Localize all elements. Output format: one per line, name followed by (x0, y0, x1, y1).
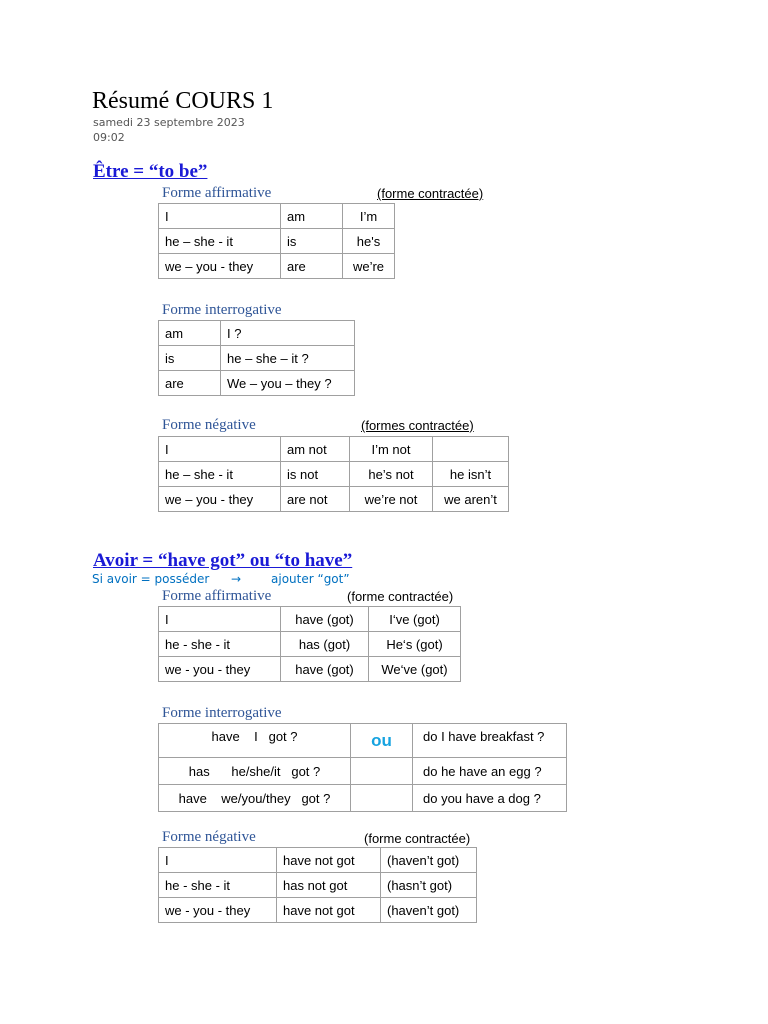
table-cell: has not got (277, 873, 381, 898)
table-cell: he's (343, 229, 395, 254)
table-cell: he’s not (350, 462, 433, 487)
table-row (159, 848, 477, 873)
table-row (159, 898, 477, 923)
section-heading-etre: Être = “to be” (93, 161, 208, 182)
etre-negative-table (158, 436, 509, 512)
table-row (159, 346, 355, 371)
table-row (159, 371, 355, 396)
arrow-right-icon: → (231, 572, 242, 586)
table-cell: we aren’t (433, 487, 509, 512)
table-row (159, 254, 395, 279)
table-cell: do I have breakfast ? (413, 724, 567, 758)
table-cell: we – you - they (159, 254, 281, 279)
avoir-affirmative-label: Forme affirmative (162, 588, 272, 604)
avoir-negative-note: (forme contractée) (364, 831, 471, 846)
table-cell: I (159, 204, 281, 229)
ou-label: ou (351, 724, 413, 758)
avoir-affirmative-note: (forme contractée) (347, 589, 454, 604)
table-cell: We‘ve (got) (369, 657, 461, 682)
table-cell: do you have a dog ? (413, 785, 567, 812)
table-row (159, 657, 461, 682)
table-cell: I ? (221, 321, 355, 346)
table-cell: we’re (343, 254, 395, 279)
table-cell: are (281, 254, 343, 279)
table-cell: I (159, 848, 277, 873)
table-cell: are not (281, 487, 350, 512)
table-row (159, 758, 567, 785)
table-cell: am not (281, 437, 350, 462)
table-row (159, 724, 567, 758)
table-cell: we’re not (350, 487, 433, 512)
avoir-affirmative-table (158, 606, 461, 682)
avoir-interrogative-table (158, 723, 567, 812)
etre-interrogative-label: Forme interrogative (162, 302, 282, 318)
table-cell: have not got (277, 848, 381, 873)
etre-affirmative-table (158, 203, 395, 279)
etre-affirmative-label: Forme affirmative (162, 185, 272, 201)
table-cell: have (got) (281, 607, 369, 632)
avoir-negative-label: Forme négative (162, 829, 256, 845)
table-cell: he – she - it (159, 462, 281, 487)
page-title: Résumé COURS 1 (92, 88, 274, 114)
table-cell: we – you - they (159, 487, 281, 512)
etre-interrogative-table (158, 320, 355, 396)
table-cell: have (got) (281, 657, 369, 682)
table-cell: is (159, 346, 221, 371)
table-cell: am (159, 321, 221, 346)
table-cell: we - you - they (159, 657, 281, 682)
table-cell: (haven’t got) (381, 848, 477, 873)
avoir-note-right: ajouter “got” (271, 572, 350, 586)
table-cell: I‘ve (got) (369, 607, 461, 632)
table-cell: (hasn’t got) (381, 873, 477, 898)
table-cell: I (159, 437, 281, 462)
table-cell: he - she - it (159, 632, 281, 657)
table-cell: am (281, 204, 343, 229)
table-cell: have not got (277, 898, 381, 923)
etre-affirmative-note: (forme contractée) (377, 186, 484, 201)
table-cell: is not (281, 462, 350, 487)
table-row (159, 462, 509, 487)
table-cell: He‘s (got) (369, 632, 461, 657)
avoir-note-left: Si avoir = posséder (92, 572, 210, 586)
table-cell: we - you - they (159, 898, 277, 923)
table-row (159, 632, 461, 657)
page-time: 09:02 (93, 131, 125, 144)
table-cell: We – you – they ? (221, 371, 355, 396)
table-cell: he - she - it (159, 873, 277, 898)
table-cell: have we/you/they got ? (159, 785, 351, 812)
avoir-negative-table (158, 847, 477, 923)
table-cell: I’m (343, 204, 395, 229)
table-cell: (haven’t got) (381, 898, 477, 923)
table-cell: I (159, 607, 281, 632)
table-row (159, 607, 461, 632)
avoir-interrogative-label: Forme interrogative (162, 705, 282, 721)
table-cell-empty (351, 785, 413, 812)
table-cell: is (281, 229, 343, 254)
table-cell: do he have an egg ? (413, 758, 567, 785)
table-cell: he – she - it (159, 229, 281, 254)
table-row (159, 204, 395, 229)
page-date: samedi 23 septembre 2023 (93, 116, 245, 129)
table-row (159, 437, 509, 462)
etre-negative-label: Forme négative (162, 417, 256, 433)
table-row (159, 873, 477, 898)
table-cell: has (got) (281, 632, 369, 657)
table-cell: he isn’t (433, 462, 509, 487)
table-cell: I’m not (350, 437, 433, 462)
table-row (159, 785, 567, 812)
table-cell: are (159, 371, 221, 396)
table-cell: has he/she/it got ? (159, 758, 351, 785)
table-row (159, 487, 509, 512)
table-cell: he – she – it ? (221, 346, 355, 371)
table-cell-empty (351, 758, 413, 785)
table-row (159, 229, 395, 254)
etre-negative-note: (formes contractée) (361, 418, 474, 433)
table-row (159, 321, 355, 346)
table-cell: have I got ? (159, 724, 351, 758)
table-cell (433, 437, 509, 462)
section-heading-avoir: Avoir = “have got” ou “to have” (93, 550, 353, 571)
